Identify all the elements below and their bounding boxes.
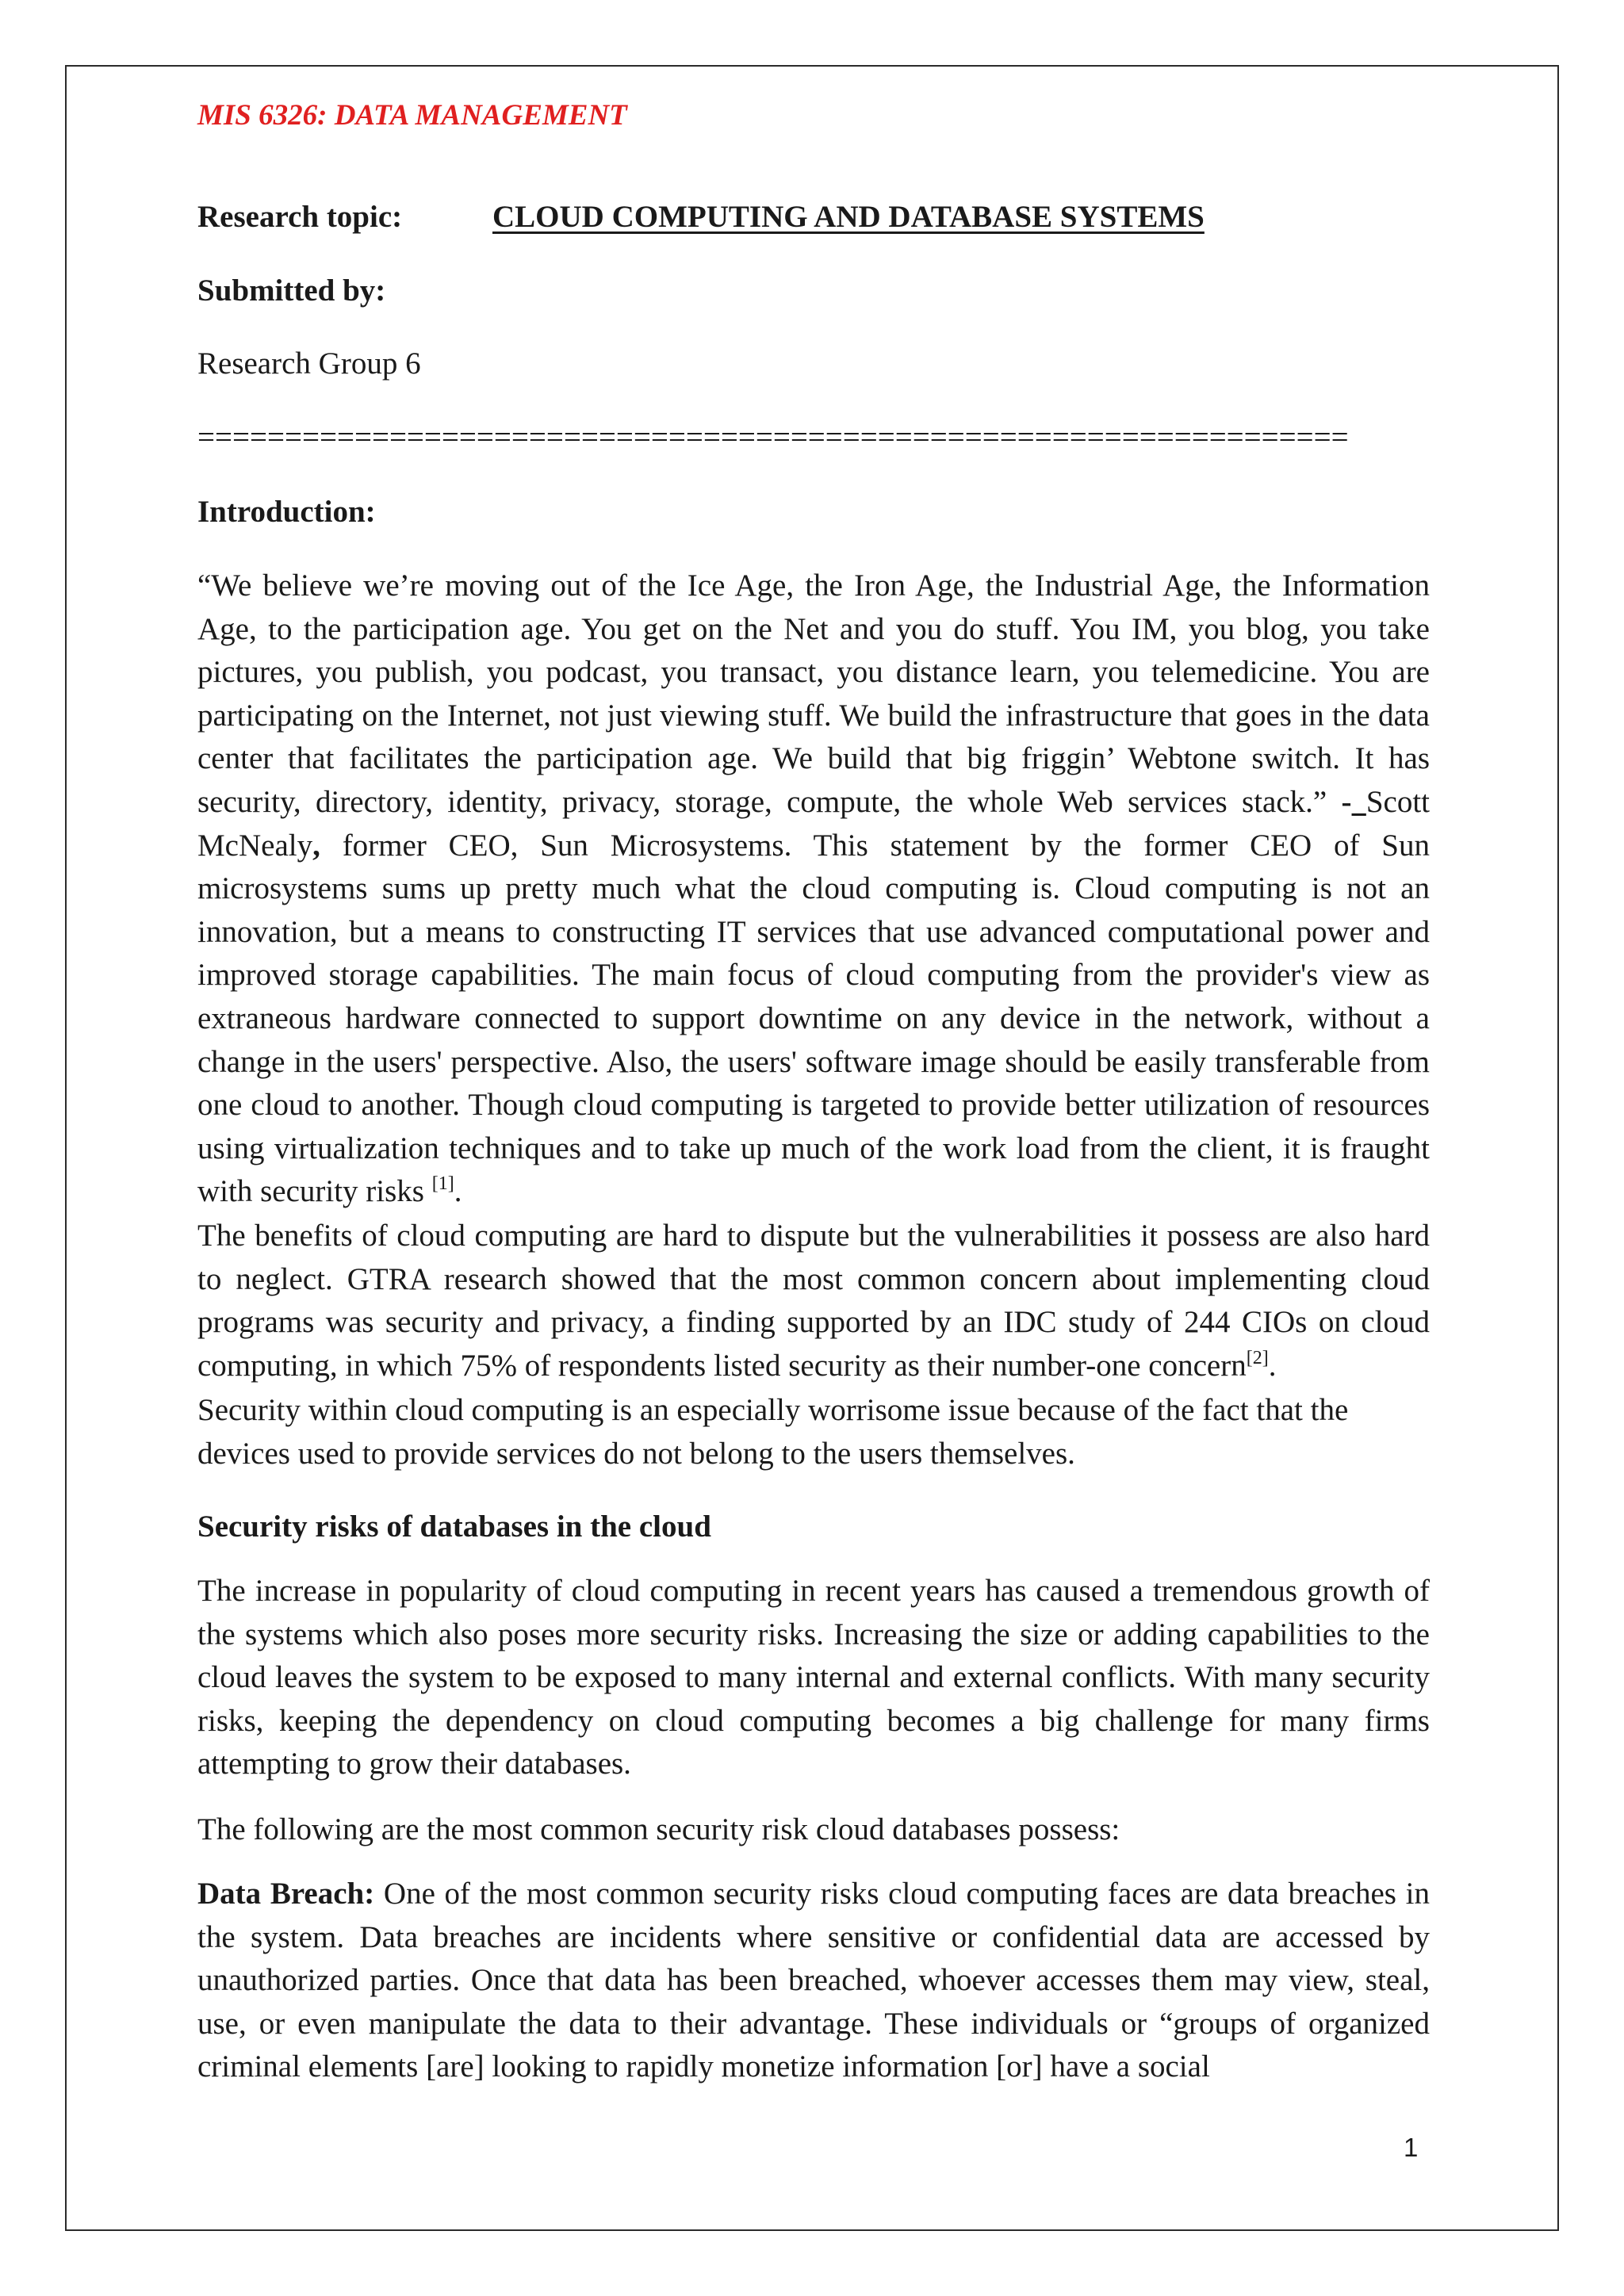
data-breach-label: Data Breach: <box>197 1877 375 1911</box>
security-paragraph-2: The following are the most common security risk cloud databases possess: <box>197 1812 1120 1846</box>
introduction-paragraph-2-line-b: devices used to provide services do not belong to the users themselves. <box>197 1437 1075 1471</box>
data-breach-text: One of the most common security risks cloud computing faces are data breaches in the system. Data breaches are incidents where sensitive or confidential data are accessed by unauthorized parties. Once that data has been breached, whoever accesses them may view, steal, use, or even manipulate the data to their advantage. These individuals or “groups of organized criminal elements [are] looking to rapidly monetize information [or] have a social <box>197 1877 1430 2084</box>
course-title: MIS 6326: DATA MANAGEMENT <box>197 99 627 132</box>
introduction-paragraph-2-line-a: Security within cloud computing is an especially worrisome issue because of the fact that the <box>197 1393 1349 1427</box>
security-paragraph-1: The increase in popularity of cloud computing in recent years has caused a tremendous growth of the systems which also poses more security risks. Increasing the size or adding capabilities to the cloud leaves the system to be exposed to many internal and external conflicts. With many security risks, keeping the dependency on cloud computing becomes a big challenge for many firms attempting to grow their databases. <box>197 1574 1430 1781</box>
research-topic-value: CLOUD COMPUTING AND DATABASE SYSTEMS <box>492 200 1205 234</box>
submitted-by-label: Submitted by: <box>197 274 386 308</box>
security-risks-heading: Security risks of databases in the cloud <box>197 1510 711 1544</box>
data-breach-paragraph <box>197 1873 1430 2089</box>
quote-author-comma: , <box>312 828 320 863</box>
quote-dash-space <box>1352 785 1366 819</box>
quote-author: Scott McNealy <box>197 784 1430 863</box>
research-group: Research Group 6 <box>197 346 421 381</box>
introduction-paragraph-2 <box>197 1215 1430 1387</box>
citation-2: [2] <box>1246 1347 1269 1368</box>
research-topic-row <box>197 195 1205 239</box>
page-number: 1 <box>1404 2133 1419 2162</box>
citation-1: [1] <box>431 1173 454 1195</box>
divider-line: ================================================================== <box>197 420 1349 454</box>
introduction-paragraph-1 <box>197 564 1430 1214</box>
introduction-paragraph-1-text: former CEO, Sun Microsystems. This statement by the former CEO of Sun microsystems sums up pretty much what the cloud computing is. Cloud computing is not an innovation, but a means to constructing IT services that use advanced computational power and improved storage capabilities. The main focus of cloud computing from the provider's view as extraneous hardware connected to support downtime on any device in the network, without a change in the users' perspective. Also, the users' software image should be easily transferable from one cloud to another. Though cloud computing is targeted to provide better utilization of resources using virtualization techniques and to take up much of the work load from the client, it is fraught with security risks <box>197 828 1430 1209</box>
quote-dash: - <box>1341 784 1352 819</box>
introduction-paragraph-2-text: The benefits of cloud computing are hard to dispute but the vulnerabilities it possess are also hard to neglect. GTRA research showed that the most common concern about implementing cloud programs was security and privacy, a finding supported by an IDC study of 244 CIOs on cloud computing, in which 75% of respondents listed security as their number-one concern <box>197 1219 1430 1383</box>
introduction-heading: Introduction: <box>197 495 376 529</box>
research-topic-label: Research topic: <box>197 200 403 234</box>
introduction-paragraph-1-period: . <box>454 1174 462 1209</box>
mcnealy-quote: “We believe we’re moving out of the Ice Age, the Iron Age, the Industrial Age, the Information Age, to the participation age. You get on the Net and you do stuff. You IM, you blog, you take pictures, you publish, you podcast, you transact, you distance learn, you telemedicine. You are participating on the Internet, not just viewing stuff. We build the infrastructure that goes in the data center that facilitates the participation age. We build that big friggin’ Webtone switch. It has security, directory, identity, privacy, storage, compute, the whole Web services stack.” <box>197 568 1430 819</box>
introduction-paragraph-2-period: . <box>1268 1348 1277 1383</box>
